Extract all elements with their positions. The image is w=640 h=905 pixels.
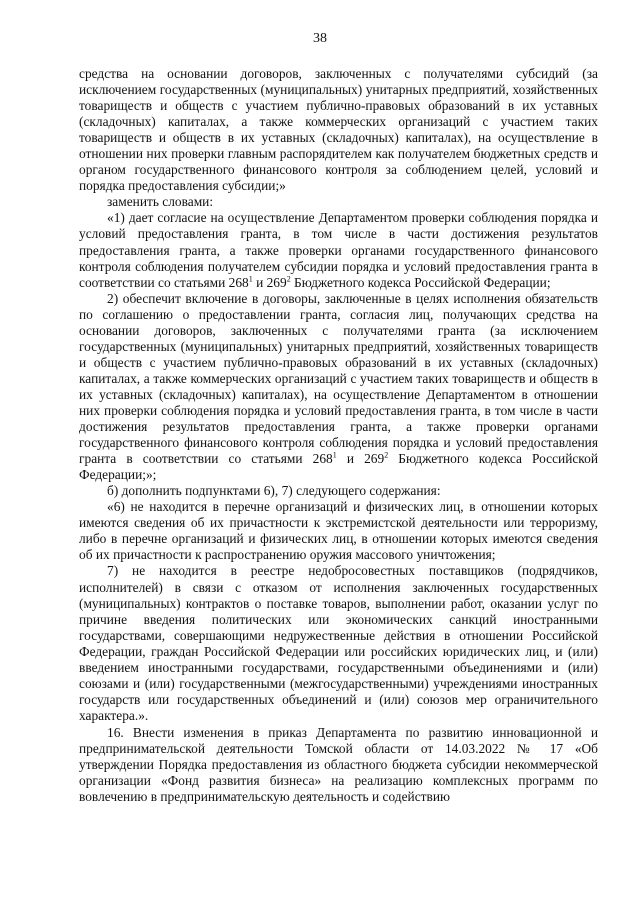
paragraph — [79, 210, 598, 290]
paragraph-text: и 269 — [336, 451, 385, 467]
paragraph — [79, 291, 598, 484]
paragraph: средства на основании договоров, заключенных с получателями субсидий (за исключением государственных (муниципальных) унитарных предприятий, хозяйственных товариществ и обществ с участием публично-правовых образований в их уставных (складочных) капиталах, а также коммерческих организаций с участием таких товариществ и обществ в их уставных (складочных) капиталах), на осуществление в отношении них проверки главным распорядителем как получателем бюджетных средств и органом государственного финансового контроля за соблюдением целей, условий и порядка предоставления субсидии;» — [79, 66, 598, 194]
paragraph: «6) не находится в перечне организаций и физических лиц, в отношении которых имеются сведения об их причастности к экстремистской деятельности или терроризму, либо в перечне организаций и физических лиц, в отношении которых имеются сведения об их причастности к распространению оружия массового уничтожения; — [79, 499, 598, 563]
paragraph: 7) не находится в реестре недобросовестных поставщиков (подрядчиков, исполнителей) в связи с отказом от исполнения заключенных государственных (муниципальных) контрактов о поставке товаров, выполнении работ, оказании услуг по причине введения политических или экономических санкций иностранными государствами, совершающими недружественные действия в отношении Российской Федерации, граждан Российской Федерации или российских юридических лиц, и (или) введением иностранными государствами, государственными объединениями и (или) союзами и (или) государственными (межгосударственными) учреждениями иностранных государств или государственных объединений и (или) союзов мер ограничительного характера.». — [79, 563, 598, 723]
paragraph: заменить словами: — [107, 194, 214, 210]
document-body — [79, 66, 598, 805]
paragraph-text: «1) дает согласие на осуществление Департаментом проверки соблюдения порядка и условий предоставления гранта, в том числе в части достижения результатов предоставления гранта, а также проверки органами государственного финансового контроля соблюдения получателем субсидии порядка и условий предоставления гранта в соответствии со статьями 268 — [79, 210, 598, 290]
paragraph-text: Бюджетного кодекса Российской Федерации;»; — [79, 451, 598, 483]
superscript: 2 — [384, 450, 389, 460]
paragraph-text: Бюджетного кодекса Российской Федерации; — [290, 274, 551, 290]
page-number: 38 — [313, 31, 327, 46]
superscript: 1 — [248, 274, 253, 284]
paragraph-text: 2) обеспечит включение в договоры, заключенные в целях исполнения обязательств по соглашению о предоставлении гранта, согласия лиц, получающих средства на основании договоров, заключенных с получателями гранта (за исключением государственных (муниципальных) унитарных предприятий, хозяйственных товариществ и обществ с участием публично-правовых образований в их уставных (складочных) капиталах, а также коммерческих организаций с участием таких товариществ и обществ в их уставных (складочных) капиталах), на осуществление Департаментом в отношении них проверки соблюдения порядка и условий предоставления гранта, в том числе в части достижения результатов предоставления гранта, а также проверки органами государственного финансового контроля соблюдения порядка и условий предоставления гранта в соответствии со статьями 268 — [79, 290, 598, 467]
paragraph: 16. Внести изменения в приказ Департамента по развитию инновационной и предпринимательской деятельности Томской области от 14.03.2022 № 17 «Об утверждении Порядка предоставления из областного бюджета субсидии некоммерческой организации «Фонд развития бизнеса» на реализацию комплексных программ по вовлечению в предпринимательскую деятельность и содействию — [79, 724, 598, 805]
superscript: 2 — [286, 274, 291, 284]
paragraph: б) дополнить подпунктами 6), 7) следующего содержания: — [107, 483, 441, 499]
superscript: 1 — [332, 450, 337, 460]
paragraph-text: и 269 — [252, 274, 287, 290]
